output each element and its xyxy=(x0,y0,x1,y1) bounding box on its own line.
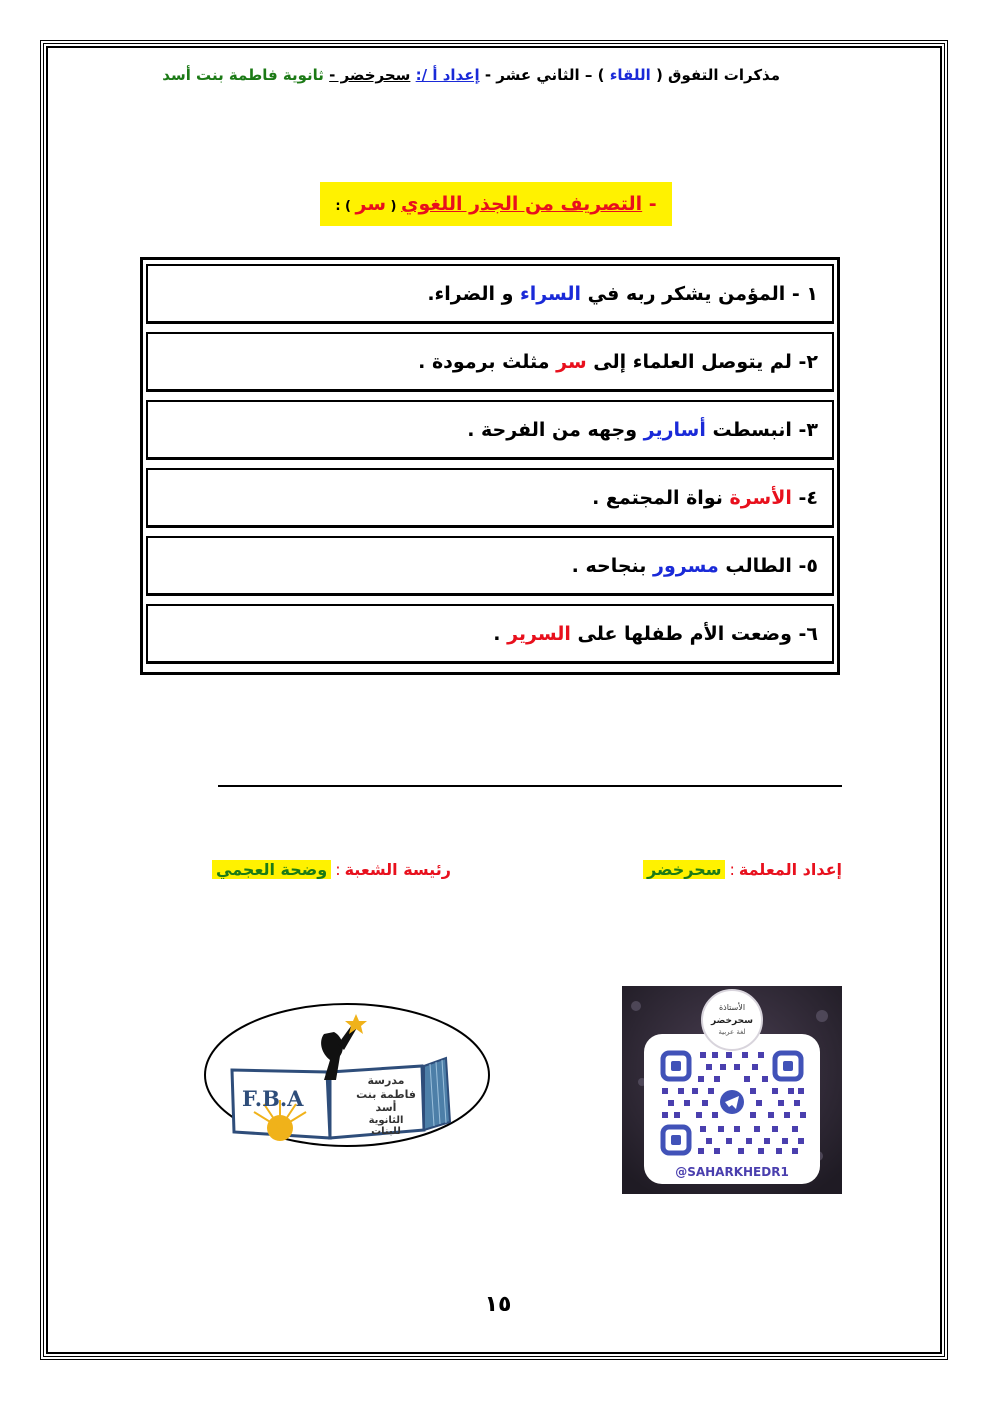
header-part2: اللقاء xyxy=(609,66,651,84)
row-derived-word: سر xyxy=(556,351,587,373)
table-row xyxy=(146,468,834,528)
logo-initials: F.B.A xyxy=(242,1086,304,1111)
row-derived-word: مسرور xyxy=(653,555,719,577)
header-part3: ) – الثاني عشر - xyxy=(484,66,605,84)
row-derived-word: السرير xyxy=(507,623,571,645)
department-head-credit xyxy=(212,853,451,887)
row-number: ٢- xyxy=(791,351,818,373)
row-number: ٥- xyxy=(791,555,818,577)
prepared-by-colon: : xyxy=(729,860,735,879)
prepared-by-credit xyxy=(643,853,842,887)
table-row xyxy=(146,604,834,664)
section-title-root: سر xyxy=(355,193,387,215)
section-title-paren-open: ( xyxy=(386,199,402,214)
logo-line2: فاطمة بنت xyxy=(356,1088,416,1101)
department-head-name: وضحة العجمي xyxy=(212,860,331,879)
page-header xyxy=(150,66,780,84)
qr-code-graphic xyxy=(622,986,842,1194)
qr-badge-line1: الأستاذة xyxy=(718,1003,746,1012)
row-derived-word: الأسرة xyxy=(729,487,792,509)
row-text-after: مثلث برمودة . xyxy=(418,351,557,373)
table-row xyxy=(146,264,834,324)
logo-line5: للبنات xyxy=(371,1126,401,1137)
row-text-before: لم يتوصل العلماء إلى xyxy=(586,351,792,373)
school-logo xyxy=(202,1000,492,1150)
page-number: ١٥ xyxy=(484,1292,512,1317)
separator-line xyxy=(218,785,842,787)
section-title-text: التصريف من الجذر اللغوي xyxy=(401,193,643,215)
table-row xyxy=(146,536,834,596)
row-number: ٤- xyxy=(791,487,818,509)
logo-line3: أسد xyxy=(375,1101,397,1114)
row-derived-word: أسارير xyxy=(643,419,706,441)
logo-line1: مدرسة xyxy=(367,1074,405,1087)
row-text-before: الطالب xyxy=(718,555,792,577)
prepared-by-label: إعداد المعلمة xyxy=(738,860,842,879)
header-part4: إعداد أ /: xyxy=(415,66,480,84)
row-number: ٣- xyxy=(791,419,818,441)
row-number: ١ - xyxy=(785,283,818,305)
logo-line4: الثانوية xyxy=(368,1115,404,1126)
row-number: ٦- xyxy=(791,623,818,645)
section-title-paren-close: ) : xyxy=(335,199,356,214)
section-title-dash: - xyxy=(642,193,657,215)
prepared-by-name: سحرخضر xyxy=(643,860,725,879)
row-text-before: وضعت الأم طفلها على xyxy=(570,623,792,645)
header-part1: مذكرات التفوق ( xyxy=(655,66,780,84)
department-head-colon: : xyxy=(335,860,341,879)
qr-handle: @SAHARKHEDR1 xyxy=(675,1165,789,1179)
row-text-after: . xyxy=(493,623,508,645)
school-logo-graphic xyxy=(202,1000,492,1150)
row-text-after: و الضراء. xyxy=(427,283,521,305)
row-text-after: وجهه من الفرحة . xyxy=(467,419,644,441)
section-title xyxy=(320,182,672,226)
qr-badge-line2: سحرخضر xyxy=(711,1016,753,1026)
row-text-after: نواة المجتمع . xyxy=(592,487,730,509)
row-text-after: بنجاحه . xyxy=(571,555,654,577)
row-text-before: المؤمن يشكر ربه في xyxy=(581,283,786,305)
table-row xyxy=(146,400,834,460)
header-part5: سحرخضر - xyxy=(329,66,411,84)
row-derived-word: السراء xyxy=(520,283,582,305)
table-row xyxy=(146,332,834,392)
qr-badge-line3: لغة عربية xyxy=(718,1028,746,1036)
qr-code-card[interactable] xyxy=(622,986,842,1194)
department-head-label: رئيسة الشعبة xyxy=(344,860,451,879)
row-text-before: انبسطت xyxy=(705,419,792,441)
header-part6: ثانوية فاطمة بنت أسد xyxy=(162,66,324,84)
